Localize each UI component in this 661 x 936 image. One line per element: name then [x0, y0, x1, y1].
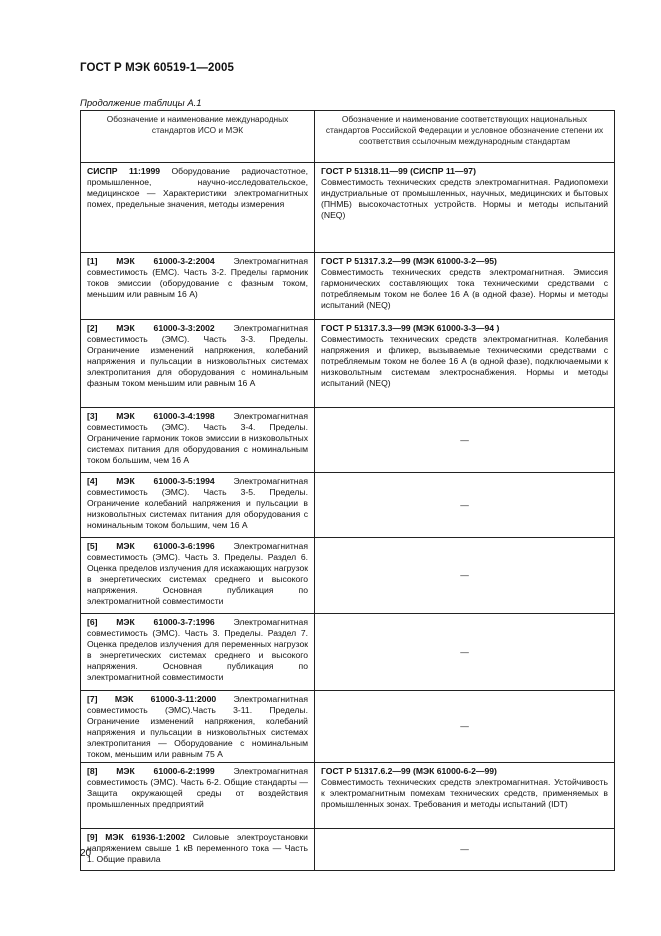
international-standard-cell	[81, 829, 315, 871]
national-standard-cell	[315, 763, 615, 829]
table-row	[81, 614, 615, 691]
standard-title: Оборудование радиочастотное, промышленное, научно-исследовательское, медицинское — Характеристики электромагнитных помех, предельные значения, методы измерения	[87, 166, 308, 209]
standard-title: Электромагнитная совместимость (ЭМС). Часть 3-5. Пределы. Ограничение колебаний напряжения и пульсации в низковольтных системах питания для оборудования с номинальным током большим, чем 16 А	[87, 476, 308, 530]
standard-title: Электромагнитная совместимость (ЭМС). Часть 3. Пределы. Раздел 6. Оценка пределов излучения для искажающих нагрузок в энергетических системах среднего и высокого напряжения. Основная публикация по электромагнитной совместимости	[87, 541, 308, 606]
international-standard-cell	[81, 473, 315, 538]
international-standard-cell	[81, 320, 315, 408]
standard-code: [4] МЭК 61000-3-5:1994	[87, 476, 215, 486]
national-code: ГОСТ Р 51317.6.2—99 (МЭК 61000-6-2—99)	[321, 766, 497, 777]
no-national-equivalent: —	[315, 473, 615, 538]
no-national-equivalent: —	[315, 691, 615, 763]
table-row	[81, 763, 615, 829]
national-standard-cell	[315, 163, 615, 253]
international-standard-cell	[81, 691, 315, 763]
standard-code: [5] МЭК 61000-3-6:1996	[87, 541, 215, 551]
no-national-equivalent: —	[315, 829, 615, 871]
table-row	[81, 408, 615, 473]
standard-code: [8] МЭК 61000-6-2:1999	[87, 766, 215, 777]
national-title: Совместимость технических средств электромагнитная. Радиопомехи индустриальные от промышленных, научных, медицинских и бытовых (ПНМБ) высокочастотных устройств. Нормы и методы испытаний (NEQ)	[321, 176, 608, 220]
international-standard-cell	[81, 614, 315, 691]
standard-title: Электромагнитная совместимость (ЕМС). Часть 3-2. Пределы гармоник токов эмиссии (оборудование с фазным током, меньшим или равным 16 А)	[87, 256, 308, 299]
national-standard-cell	[315, 320, 615, 408]
standard-title: Силовые электроустановки напряжением свыше 1 кВ переменного тока — Часть 1. Общие правила	[87, 832, 308, 865]
international-standard-cell	[81, 763, 315, 829]
national-title: Совместимость технических средств электромагнитная. Колебания напряжения и фликер, вызываемые техническими средствами с потребляемым током не более 16 А (в одной фазе), подключаемыми к низковольтным системам электроснабжения. Нормы и методы испытаний (NEQ)	[321, 333, 608, 388]
standard-title: Электромагнитная совместимость (ЭМС). Часть 3-4. Пределы. Ограничение гармоник токов эмиссии в низковольтных системах питания для оборудования с номинальным током большим, чем 16 А	[87, 411, 308, 465]
international-standard-cell	[81, 408, 315, 473]
table-row	[81, 253, 615, 320]
standard-code: [9] МЭК 61936-1:2002	[87, 832, 186, 843]
international-standard-cell	[81, 163, 315, 253]
standard-title: Электромагнитная совместимость (ЭМС). Часть 3. Пределы. Раздел 7. Оценка пределов излучения для переменных нагрузок в энергетических системах среднего и высокого напряжения. Основная публикация по электромагнитной совместимости	[87, 617, 308, 682]
no-national-equivalent: —	[315, 614, 615, 691]
no-national-equivalent: —	[315, 538, 615, 614]
column-header-international: Обозначение и наименование международных стандартов ИСО и МЭК	[81, 111, 315, 163]
table-row	[81, 320, 615, 408]
table-caption: Продолжение таблицы А.1	[80, 98, 202, 109]
standard-code: [1] МЭК 61000-3-2:2004	[87, 256, 215, 266]
national-title: Совместимость технических средств электромагнитная. Эмиссия гармонических составляющих тока техническими средствами с потребляемым током не более 16 А (в одной фазе). Нормы и методы испытаний (NEQ)	[321, 266, 608, 310]
national-title: Совместимость технических средств электромагнитная. Устойчивость к электромагнитным помехам технических средств, применяемых в промышленных зонах. Требования и методы испытаний (IDT)	[321, 777, 608, 810]
table-row	[81, 163, 615, 253]
national-standard-cell	[315, 253, 615, 320]
standard-code: СИСПР 11:1999	[87, 166, 161, 176]
national-code: ГОСТ Р 51318.11—99 (СИСПР 11—97)	[321, 166, 476, 176]
standard-code: [6] МЭК 61000-3-7:1996	[87, 617, 215, 627]
column-header-national: Обозначение и наименование соответствующих национальных стандартов Российской Федерации и условное обозначение степени их соответствия ссылочным международным стандартам	[315, 111, 615, 163]
no-national-equivalent: —	[315, 408, 615, 473]
standard-code: [2] МЭК 61000-3-3:2002	[87, 323, 215, 333]
international-standard-cell	[81, 253, 315, 320]
table-row	[81, 691, 615, 763]
national-code: ГОСТ Р 51317.3.2—99 (МЭК 61000-3-2—95)	[321, 256, 497, 266]
standard-title: Электромагнитная совместимость (ЭМС). Часть 6-2. Общие стандарты — Защита окружающей среды от воздействия промышленных предприятий	[87, 766, 308, 810]
standard-code: [3] МЭК 61000-3-4:1998	[87, 411, 215, 421]
national-code: ГОСТ Р 51317.3.3—99 (МЭК 61000-3-3—94 )	[321, 323, 500, 333]
international-standard-cell	[81, 538, 315, 614]
document-header: ГОСТ Р МЭК 60519-1—2005	[80, 62, 234, 74]
table-row	[81, 473, 615, 538]
standard-code: [7] МЭК 61000-3-11:2000	[87, 694, 217, 704]
standards-table	[80, 110, 615, 871]
page-number: 20	[80, 848, 92, 859]
standard-title: Электромагнитная совместимость (ЭМС).Часть 3-11. Пределы. Ограничение изменений напряжения, колебаний напряжения и пульсации в низковольтных системах электропитания — Оборудование с номинальным током, меньшим или равным 75 А	[87, 694, 308, 759]
standard-title: Электромагнитная совместимость (ЭМС). Часть 3-3. Пределы. Ограничение изменений напряжения, колебаний напряжения и пульсации в низковольтных системах электропитания для оборудования с номинальным фазным током меньшим или равным 16 А	[87, 323, 308, 388]
table-row	[81, 829, 615, 871]
table-row	[81, 538, 615, 614]
